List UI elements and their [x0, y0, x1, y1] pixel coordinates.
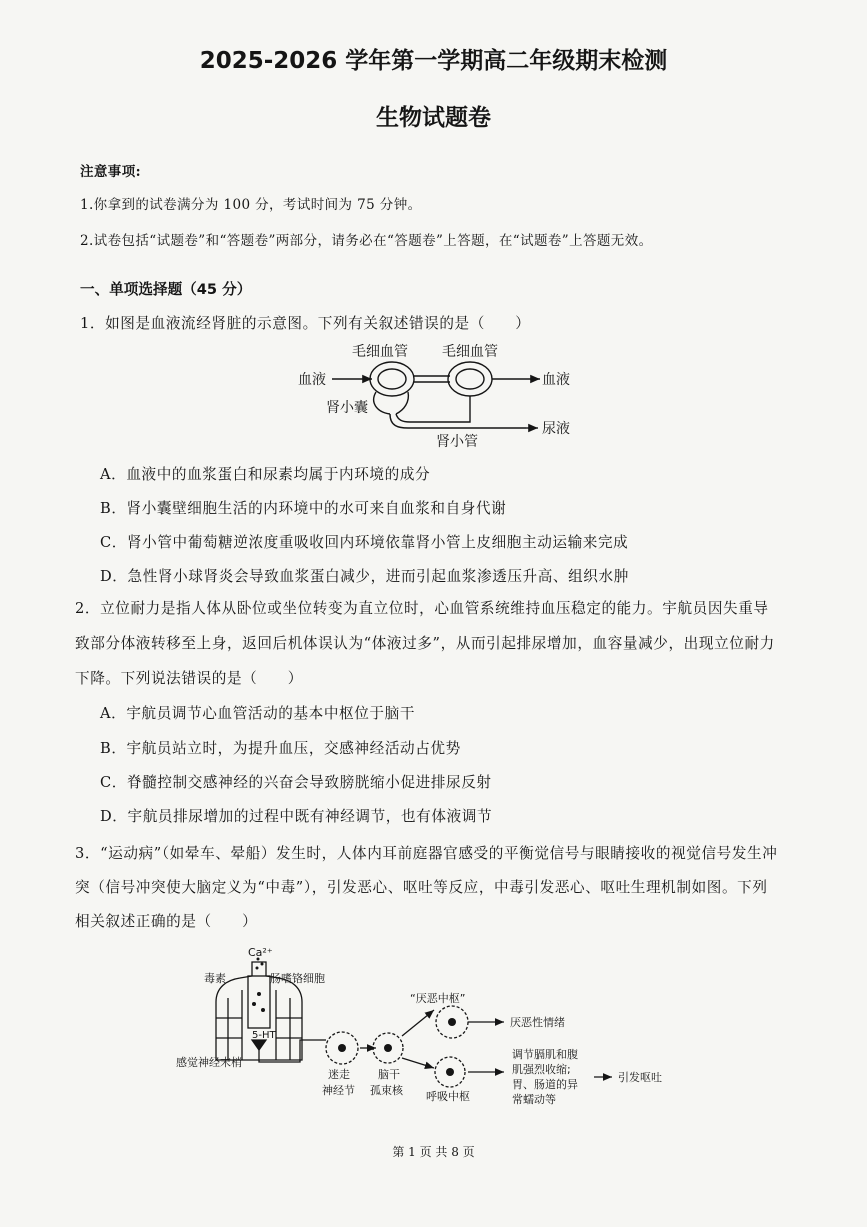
section-heading: 一、单项选择题（45 分）	[80, 281, 252, 298]
right-capillary-inner	[456, 369, 484, 389]
capillary-left-label: 毛细血管	[352, 344, 408, 360]
vomiting-mechanism-diagram	[170, 940, 710, 1115]
question-1-stem: 1．如图是血液流经肾脏的示意图。下列有关叙述错误的是（ ）	[80, 315, 531, 332]
note-item: 1.你拿到的试卷满分为 100 分，考试时间为 75 分钟。	[80, 197, 422, 213]
kidney-blood-flow-diagram	[290, 340, 590, 452]
ec-cell-label: 肠嗜铬细胞	[270, 972, 325, 985]
respiratory-center-label: 呼吸中枢	[426, 1090, 470, 1103]
question-3-stem-line: 3．“运动病”（如晕车、晕船）发生时，人体内耳前庭器官感受的平衡觉信号与眼睛接收的视觉信号发生冲	[75, 845, 778, 862]
question-2-stem-line: 2．立位耐力是指人体从卧位或坐位转变为直立位时，心血管系统维持血压稳定的能力。宇航员因失重导	[75, 600, 769, 617]
disgust-emotion-label: 厌恶性情绪	[510, 1016, 565, 1029]
vagus-label-2: 神经节	[322, 1084, 355, 1097]
ec-cell	[248, 976, 270, 1028]
capsule-label: 肾小囊	[326, 400, 368, 416]
blood-in-label: 血液	[298, 372, 326, 388]
brainstem-label-1: 脑干	[378, 1068, 400, 1081]
serotonin-label: 5-HT	[252, 1030, 276, 1041]
vomit-label: 引发呕吐	[618, 1071, 662, 1084]
disgust-center-label: “厌恶中枢”	[410, 992, 466, 1005]
question-1-option-c: C．肾小管中葡萄糖逆浓度重吸收回内环境依靠肾小管上皮细胞主动运输来完成	[100, 534, 629, 551]
effect-line-1: 调节膈肌和腹	[512, 1048, 578, 1061]
question-2-option-c: C．脊髓控制交感神经的兴奋会导致膀胱缩小促进排尿反射	[100, 774, 492, 791]
left-capillary-inner	[378, 369, 406, 389]
note-item: 2.试卷包括“试题卷”和“答题卷”两部分，请务必在“答题卷”上答题，在“试题卷”上答题无效。	[80, 233, 653, 249]
left-capillary-loop	[370, 362, 414, 396]
question-2-option-a: A．宇航员调节心血管活动的基本中枢位于脑干	[100, 705, 416, 722]
exam-title: 2025-2026 学年第一学期高二年级期末检测	[199, 48, 668, 74]
exam-subtitle: 生物试题卷	[376, 105, 491, 131]
sensory-ending-label: 感觉神经末梢	[176, 1056, 242, 1069]
question-1-option-d: D．急性肾小球肾炎会导致血浆蛋白减少，进而引起血浆渗透压升高、组织水肿	[100, 568, 629, 585]
right-capillary-loop	[448, 362, 492, 396]
tubule-label: 肾小管	[436, 434, 478, 450]
tubule-line-1	[390, 414, 526, 428]
notes-heading: 注意事项:	[80, 164, 141, 180]
question-2-option-d: D．宇航员排尿增加的过程中既有神经调节，也有体液调节	[100, 808, 493, 825]
calcium-label: Ca²⁺	[248, 946, 273, 959]
capillary-right-label: 毛细血管	[442, 344, 498, 360]
question-2-stem-line: 致部分体液转移至上身，返回后机体误认为“体液过多”，从而引起排尿增加，血容量减少，出现立位耐力	[75, 635, 775, 652]
urine-label: 尿液	[542, 421, 570, 437]
sensory-nerve-ending	[252, 1040, 266, 1050]
question-2-stem-line: 下降。下列说法错误的是（ ）	[75, 670, 303, 687]
effect-line-4: 常蠕动等	[512, 1093, 556, 1106]
blood-out-label: 血液	[542, 372, 570, 388]
page-number: 第 1 页 共 8 页	[392, 1145, 475, 1159]
question-3-stem-line: 突（信号冲突使大脑定义为“中毒”），引发恶心、呕吐等反应，中毒引发恶心、呕吐生理机制如图。下列	[75, 879, 768, 896]
vagus-label-1: 迷走	[328, 1068, 350, 1081]
effect-line-2: 肌强烈收缩;	[512, 1063, 571, 1076]
question-1-option-a: A．血液中的血浆蛋白和尿素均属于内环境的成分	[100, 466, 431, 483]
question-1-option-b: B．肾小囊壁细胞生活的内环境中的水可来自血浆和自身代谢	[100, 500, 507, 517]
question-2-option-b: B．宇航员站立时，为提升血压，交感神经活动占优势	[100, 740, 461, 757]
brainstem-label-2: 孤束核	[370, 1084, 403, 1097]
toxin-label: 毒素	[204, 972, 226, 985]
effect-line-3: 胃、肠道的异	[512, 1078, 578, 1091]
question-3-stem-line: 相关叙述正确的是（ ）	[75, 913, 258, 930]
